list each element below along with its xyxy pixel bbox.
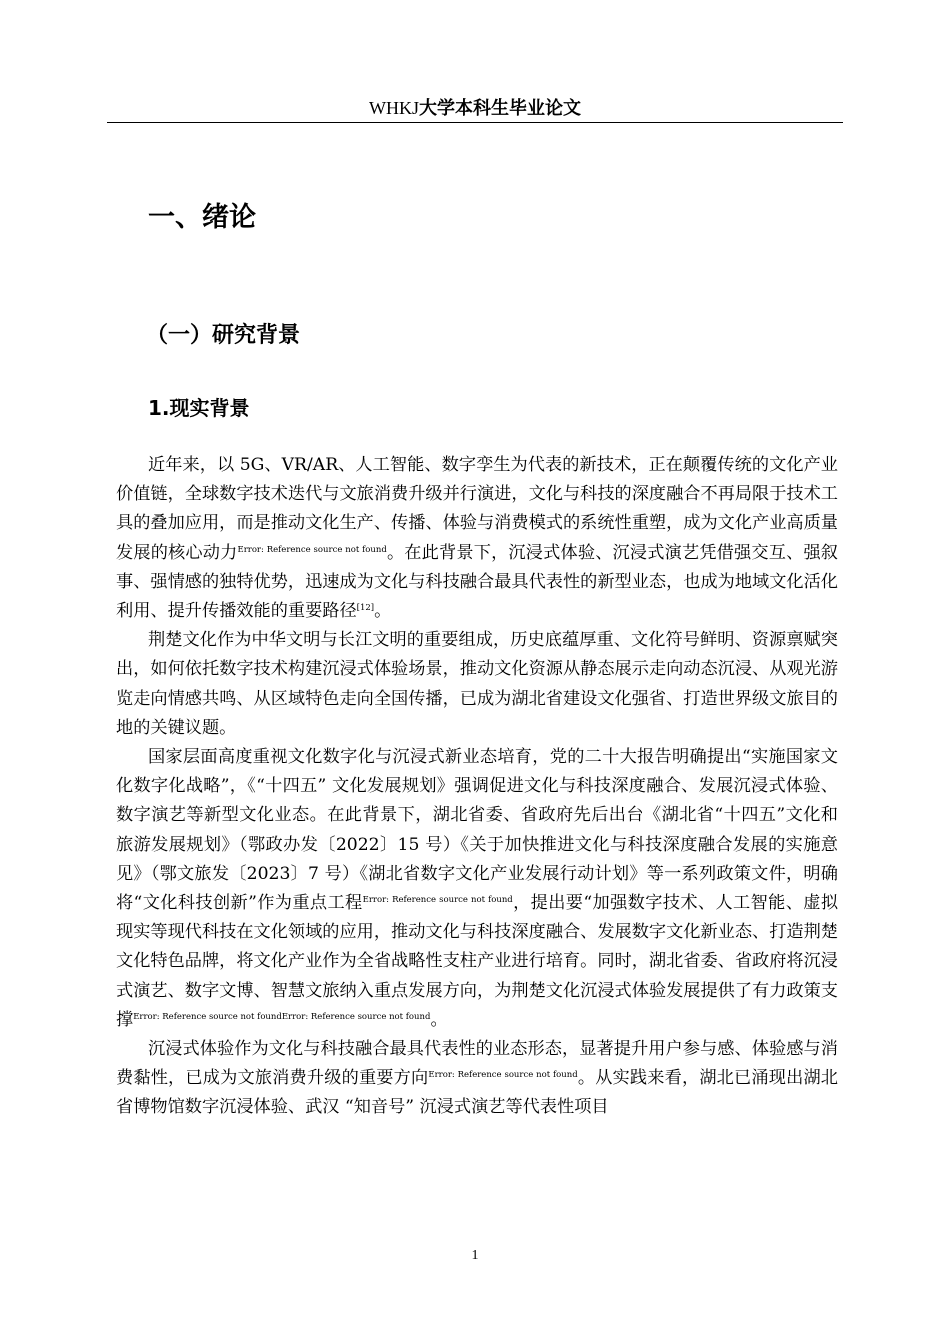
paragraph-text: 荆楚文化作为中华文明与长江文明的重要组成，历史底蕴厚重、文化符号鲜明、资源禀赋突出，如何依托数字技术构建沉浸式体验场景，推动文化资源从静态展示走向动态沉浸、从观光游览走向情感共鸣、从区域特色走向全国传播，已成为湖北省建设文化强省、打造世界级文旅目的地的关键议题。 — [116, 630, 838, 738]
citation-ref: Error: Reference source not found — [428, 1070, 578, 1081]
paragraph-text: 。从实践来看，湖北已涌现出湖北省博物馆数字沉浸体验、武汉 “知音号” 沉浸式演艺等代表性项目 — [116, 1068, 838, 1118]
header-code: WHKJ — [369, 98, 419, 118]
citation-ref: Error: Reference source not found — [237, 544, 387, 555]
header-title: 大学本科生毕业论文 — [419, 98, 581, 119]
body-paragraph — [116, 626, 838, 743]
section-title: （一）研究背景 — [146, 323, 301, 348]
paragraph-text: 。 — [430, 1009, 448, 1030]
paragraph-text: 国家层面高度重视文化数字化与沉浸式新业态培育，党的二十大报告明确提出“实施国家文化数字化战略”，《“十四五” 文化发展规划》强调促进文化与科技深度融合、发展沉浸式体验、数字演艺等新型文化业态。在此背景下，湖北省委、省政府先后出台《湖北省“十四五”文化和旅游发展规划》（鄂政办发〔2022〕15 号）《关于加快推进文化与科技深度融合发展的实施意见》（鄂文旅发〔2023〕7 号）《湖北省数字文化产业发展行动计划》等一系列政策文件，明确将“文化科技创新”作为重点工程 — [116, 747, 838, 914]
citation-ref: Error: Reference source not found — [362, 895, 513, 906]
paragraph-text: ，提出要“加强数字技术、人工智能、虚拟现实等现代科技在文化领域的应用，推动文化与科技深度融合、发展数字文化新业态、打造荆楚文化特色品牌，将文化产业作为全省战略性支柱产业进行培育。同时，湖北省委、省政府将沉浸式演艺、数字文博、智慧文旅纳入重点发展方向，为荆楚文化沉浸式体验发展提供了有力政策支撑 — [116, 893, 839, 1030]
body-text — [116, 451, 838, 1123]
page-number: 1 — [471, 1248, 479, 1263]
chapter-title: 一、绪论 — [148, 202, 256, 233]
subsection-title: 1.现实背景 — [148, 396, 250, 420]
body-paragraph — [116, 1035, 838, 1123]
citation-ref: [12] — [356, 603, 375, 614]
citation-ref: Error: Reference source not foundError: Reference source not found — [133, 1011, 431, 1022]
paragraph-text: 。 — [374, 601, 392, 622]
body-paragraph — [116, 451, 838, 626]
body-paragraph — [116, 743, 838, 1035]
running-header — [107, 94, 843, 123]
paragraph-text: 沉浸式体验作为文化与科技融合最具代表性的业态形态，显著提升用户参与感、体验感与消费黏性，已成为文旅消费升级的重要方向 — [116, 1039, 838, 1089]
paragraph-text: 。在此背景下，沉浸式体验、沉浸式演艺凭借强交互、强叙事、强情感的独特优势，迅速成为文化与科技融合最具代表性的新型业态，也成为地域文化活化利用、提升传播效能的重要路径 — [116, 542, 838, 622]
paragraph-text: 近年来，以 5G、VR/AR、人工智能、数字孪生为代表的新技术，正在颠覆传统的文化产业价值链，全球数字技术迭代与文旅消费升级并行演进，文化与科技的深度融合不再局限于技术工具的叠加应用，而是推动文化生产、传播、体验与消费模式的系统性重塑，成为文化产业高质量发展的核心动力 — [116, 455, 838, 563]
